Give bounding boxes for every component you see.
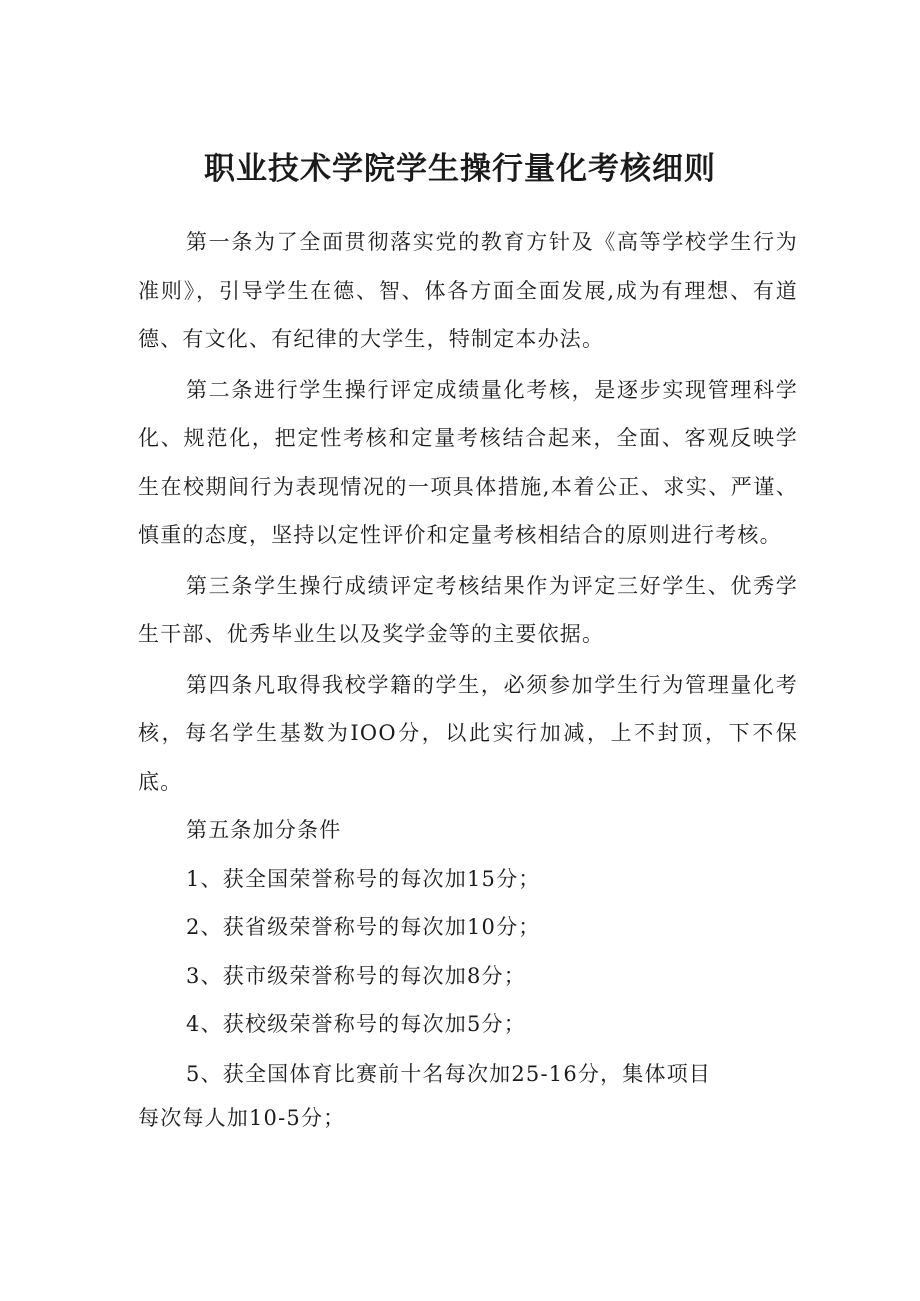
document-body [138, 218, 798, 1138]
list-item: 2、获省级荣誉称号的每次加10分； [186, 915, 541, 939]
document-title: 职业技术学院学生操行量化考核细则 [204, 151, 716, 187]
list-item: 4、获校级荣誉称号的每次加5分； [186, 1012, 526, 1036]
list-item-5-line-2: 每次每人加10-5分； [138, 1106, 346, 1130]
article-3: 第三条学生操行成绩评定考核结果作为评定三好学生、优秀学生干部、优秀毕业生以及奖学金等的主要依据。 [138, 573, 798, 646]
article-4: 第四条凡取得我校学籍的学生，必须参加学生行为管理量化考核，每名学生基数为IOO分，以此实行加减，上不封顶，下不保底。 [138, 672, 798, 794]
article-1: 第一条为了全面贯彻落实党的教育方针及《高等学校学生行为准则》，引导学生在德、智、体各方面全面发展,成为有理想、有道德、有文化、有纪律的大学生，特制定本办法。 [138, 230, 798, 351]
article-2: 第二条进行学生操行评定成绩量化考核，是逐步实现管理科学化、规范化，把定性考核和定量考核结合起来，全面、客观反映学生在校期间行为表现情况的一项具体措施,本着公正、求实、严谨、慎重的态度，坚持以定性评价和定量考核相结合的原则进行考核。 [138, 377, 798, 547]
list-item-5 [138, 1050, 798, 1139]
list-item-5-line-1: 5、获全国体育比赛前十名每次加25-16分，集体项目 [186, 1061, 712, 1086]
section-heading: 第五条加分条件 [186, 818, 342, 842]
list-item: 3、获市级荣誉称号的每次加8分； [186, 963, 526, 988]
list-item: 1、获全国荣誉称号的每次加15分； [186, 866, 541, 891]
